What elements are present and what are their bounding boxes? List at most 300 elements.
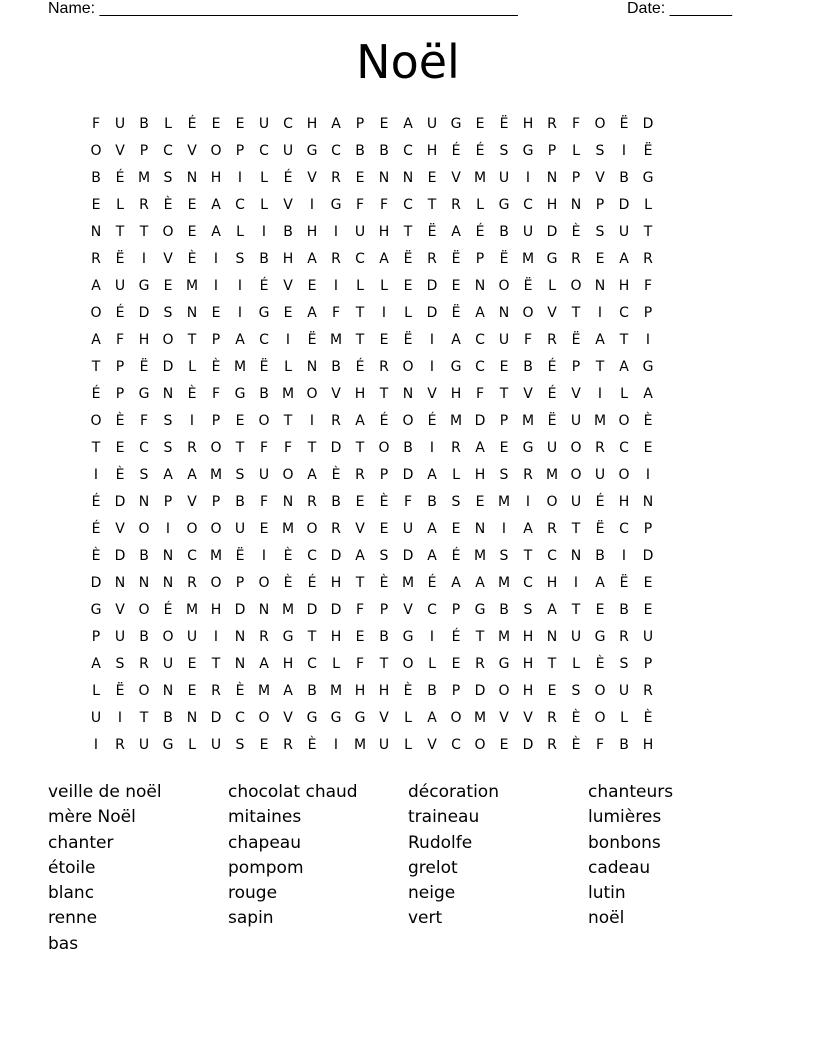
grid-cell[interactable]: F xyxy=(355,656,365,672)
grid-cell[interactable]: M xyxy=(209,548,223,564)
grid-cell[interactable]: U xyxy=(282,143,294,159)
grid-cell[interactable]: C xyxy=(235,710,245,726)
grid-cell[interactable]: I xyxy=(429,629,435,645)
grid-cell[interactable]: A xyxy=(283,683,293,699)
grid-cell[interactable]: M xyxy=(329,332,343,348)
grid-cell[interactable]: C xyxy=(283,116,293,132)
grid-cell[interactable]: U xyxy=(402,521,414,537)
grid-cell[interactable]: P xyxy=(235,143,245,159)
grid-cell[interactable]: D xyxy=(426,305,438,321)
grid-cell[interactable]: T xyxy=(571,602,581,618)
grid-cell[interactable]: M xyxy=(353,737,367,753)
grid-cell[interactable]: A xyxy=(595,332,605,348)
grid-cell[interactable]: R xyxy=(379,359,389,375)
grid-cell[interactable]: M xyxy=(209,467,223,483)
grid-cell[interactable]: S xyxy=(499,467,509,483)
grid-cell[interactable]: F xyxy=(355,197,365,213)
grid-cell[interactable]: C xyxy=(475,332,485,348)
grid-cell[interactable]: I xyxy=(429,332,435,348)
grid-cell[interactable]: R xyxy=(307,494,317,510)
grid-cell[interactable]: D xyxy=(474,683,486,699)
grid-cell[interactable]: S xyxy=(499,548,509,564)
grid-cell[interactable]: E xyxy=(355,494,365,510)
grid-cell[interactable]: L xyxy=(572,143,580,159)
grid-cell[interactable]: H xyxy=(210,170,222,186)
grid-cell[interactable]: V xyxy=(571,386,581,402)
grid-cell[interactable]: Ë xyxy=(259,359,269,375)
grid-cell[interactable]: A xyxy=(523,521,533,537)
grid-cell[interactable]: V xyxy=(115,602,125,618)
grid-cell[interactable]: É xyxy=(163,602,173,618)
grid-cell[interactable]: M xyxy=(473,548,487,564)
grid-cell[interactable]: O xyxy=(378,440,390,456)
grid-cell[interactable]: G xyxy=(138,278,150,294)
grid-cell[interactable]: B xyxy=(259,386,269,402)
grid-cell[interactable]: G xyxy=(306,143,318,159)
grid-cell[interactable]: M xyxy=(137,170,151,186)
grid-cell[interactable]: Ë xyxy=(619,575,629,591)
grid-cell[interactable]: A xyxy=(211,224,221,240)
grid-cell[interactable]: D xyxy=(474,413,486,429)
grid-cell[interactable]: D xyxy=(642,548,654,564)
grid-cell[interactable]: M xyxy=(185,602,199,618)
grid-cell[interactable]: H xyxy=(330,575,342,591)
grid-cell[interactable]: I xyxy=(261,224,267,240)
grid-cell[interactable]: F xyxy=(283,440,293,456)
grid-cell[interactable]: N xyxy=(546,170,558,186)
grid-cell[interactable]: T xyxy=(355,440,365,456)
grid-cell[interactable]: O xyxy=(210,521,222,537)
grid-cell[interactable]: O xyxy=(402,656,414,672)
grid-cell[interactable]: N xyxy=(114,575,126,591)
grid-cell[interactable]: P xyxy=(595,197,605,213)
grid-cell[interactable]: E xyxy=(427,170,437,186)
grid-cell[interactable]: Ë xyxy=(427,224,437,240)
grid-cell[interactable]: H xyxy=(306,224,318,240)
grid-cell[interactable]: L xyxy=(188,359,196,375)
grid-cell[interactable]: B xyxy=(499,224,509,240)
grid-cell[interactable]: F xyxy=(331,305,341,321)
grid-cell[interactable]: M xyxy=(281,386,295,402)
grid-cell[interactable]: N xyxy=(162,575,174,591)
grid-cell[interactable]: S xyxy=(499,143,509,159)
grid-cell[interactable]: P xyxy=(571,359,581,375)
grid-cell[interactable]: F xyxy=(643,278,653,294)
grid-cell[interactable]: É xyxy=(115,305,125,321)
grid-cell[interactable]: H xyxy=(546,197,558,213)
grid-cell[interactable]: U xyxy=(354,224,366,240)
grid-cell[interactable]: P xyxy=(475,251,485,267)
grid-cell[interactable]: B xyxy=(595,548,605,564)
grid-cell[interactable]: D xyxy=(90,575,102,591)
grid-cell[interactable]: Ë xyxy=(499,116,509,132)
grid-cell[interactable]: O xyxy=(90,143,102,159)
grid-cell[interactable]: R xyxy=(211,683,221,699)
grid-cell[interactable]: N xyxy=(594,278,606,294)
grid-cell[interactable]: S xyxy=(451,494,461,510)
grid-cell[interactable]: T xyxy=(91,359,101,375)
grid-cell[interactable]: R xyxy=(547,116,557,132)
grid-cell[interactable]: E xyxy=(499,737,509,753)
grid-cell[interactable]: Ë xyxy=(307,332,317,348)
grid-cell[interactable]: E xyxy=(475,494,485,510)
grid-cell[interactable]: C xyxy=(403,143,413,159)
grid-cell[interactable]: P xyxy=(643,521,653,537)
grid-cell[interactable]: Ë xyxy=(499,251,509,267)
grid-cell[interactable]: È xyxy=(283,548,293,564)
grid-cell[interactable]: D xyxy=(114,494,126,510)
grid-cell[interactable]: T xyxy=(547,656,557,672)
grid-cell[interactable]: A xyxy=(475,440,485,456)
grid-cell[interactable]: D xyxy=(426,278,438,294)
grid-cell[interactable]: C xyxy=(547,548,557,564)
grid-cell[interactable]: S xyxy=(523,602,533,618)
grid-cell[interactable]: O xyxy=(570,440,582,456)
grid-cell[interactable]: O xyxy=(450,710,462,726)
grid-cell[interactable]: T xyxy=(139,224,149,240)
grid-cell[interactable]: I xyxy=(333,278,339,294)
grid-cell[interactable]: T xyxy=(283,413,293,429)
grid-cell[interactable]: R xyxy=(475,656,485,672)
grid-cell[interactable]: S xyxy=(571,683,581,699)
grid-cell[interactable]: H xyxy=(306,116,318,132)
grid-cell[interactable]: B xyxy=(283,224,293,240)
grid-cell[interactable]: U xyxy=(618,683,630,699)
name-field[interactable]: Name: _______________________________________________ xyxy=(48,0,518,17)
grid-cell[interactable]: H xyxy=(642,737,654,753)
grid-cell[interactable]: T xyxy=(115,224,125,240)
grid-cell[interactable]: U xyxy=(114,629,126,645)
grid-cell[interactable]: P xyxy=(643,305,653,321)
grid-cell[interactable]: E xyxy=(547,683,557,699)
grid-cell[interactable]: R xyxy=(187,440,197,456)
grid-cell[interactable]: C xyxy=(355,251,365,267)
grid-cell[interactable]: T xyxy=(379,656,389,672)
grid-cell[interactable]: U xyxy=(378,737,390,753)
grid-cell[interactable]: R xyxy=(451,440,461,456)
grid-cell[interactable]: R xyxy=(355,467,365,483)
grid-cell[interactable]: P xyxy=(115,359,125,375)
grid-cell[interactable]: B xyxy=(355,143,365,159)
grid-cell[interactable]: L xyxy=(452,467,460,483)
grid-cell[interactable]: U xyxy=(570,413,582,429)
grid-cell[interactable]: O xyxy=(618,467,630,483)
grid-cell[interactable]: I xyxy=(573,575,579,591)
grid-cell[interactable]: H xyxy=(522,656,534,672)
grid-cell[interactable]: T xyxy=(523,548,533,564)
grid-cell[interactable]: U xyxy=(570,629,582,645)
grid-cell[interactable]: T xyxy=(571,521,581,537)
grid-cell[interactable]: D xyxy=(330,602,342,618)
grid-cell[interactable]: I xyxy=(93,467,99,483)
grid-cell[interactable]: N xyxy=(162,386,174,402)
grid-cell[interactable]: P xyxy=(211,332,221,348)
grid-cell[interactable]: C xyxy=(331,143,341,159)
grid-cell[interactable]: V xyxy=(379,710,389,726)
grid-cell[interactable]: I xyxy=(621,548,627,564)
grid-cell[interactable]: G xyxy=(330,197,342,213)
grid-cell[interactable]: D xyxy=(306,602,318,618)
grid-cell[interactable]: C xyxy=(235,197,245,213)
grid-cell[interactable]: B xyxy=(139,116,149,132)
grid-cell[interactable]: O xyxy=(210,143,222,159)
grid-cell[interactable]: È xyxy=(187,251,197,267)
grid-cell[interactable]: C xyxy=(619,305,629,321)
grid-cell[interactable]: H xyxy=(546,575,558,591)
grid-cell[interactable]: B xyxy=(523,359,533,375)
grid-cell[interactable]: V xyxy=(187,143,197,159)
grid-cell[interactable]: É xyxy=(475,143,485,159)
grid-cell[interactable]: F xyxy=(379,197,389,213)
grid-cell[interactable]: S xyxy=(235,467,245,483)
grid-cell[interactable]: N xyxy=(234,629,246,645)
grid-cell[interactable]: C xyxy=(307,548,317,564)
grid-cell[interactable]: Ë xyxy=(571,332,581,348)
grid-cell[interactable]: I xyxy=(309,197,315,213)
grid-cell[interactable]: É xyxy=(307,575,317,591)
grid-cell[interactable]: E xyxy=(259,737,269,753)
grid-cell[interactable]: E xyxy=(187,224,197,240)
grid-cell[interactable]: I xyxy=(237,170,243,186)
grid-cell[interactable]: I xyxy=(381,305,387,321)
grid-cell[interactable]: B xyxy=(403,440,413,456)
grid-cell[interactable]: A xyxy=(379,251,389,267)
grid-cell[interactable]: C xyxy=(619,521,629,537)
grid-cell[interactable]: H xyxy=(354,683,366,699)
grid-cell[interactable]: M xyxy=(521,413,535,429)
grid-cell[interactable]: Ë xyxy=(523,278,533,294)
grid-cell[interactable]: È xyxy=(379,494,389,510)
grid-cell[interactable]: H xyxy=(282,656,294,672)
grid-cell[interactable]: G xyxy=(474,602,486,618)
grid-cell[interactable]: O xyxy=(90,413,102,429)
grid-cell[interactable]: H xyxy=(354,386,366,402)
grid-cell[interactable]: È xyxy=(91,548,101,564)
grid-cell[interactable]: N xyxy=(162,683,174,699)
grid-cell[interactable]: B xyxy=(331,359,341,375)
grid-cell[interactable]: A xyxy=(451,575,461,591)
grid-cell[interactable]: É xyxy=(379,413,389,429)
grid-cell[interactable]: Ë xyxy=(403,332,413,348)
grid-cell[interactable]: L xyxy=(428,656,436,672)
grid-cell[interactable]: R xyxy=(139,656,149,672)
grid-cell[interactable]: G xyxy=(498,656,510,672)
grid-cell[interactable]: L xyxy=(116,197,124,213)
date-field[interactable]: Date: _______ xyxy=(627,0,732,17)
grid-cell[interactable]: F xyxy=(115,332,125,348)
grid-cell[interactable]: R xyxy=(331,521,341,537)
grid-cell[interactable]: E xyxy=(211,116,221,132)
grid-cell[interactable]: N xyxy=(282,494,294,510)
grid-cell[interactable]: G xyxy=(642,170,654,186)
grid-cell[interactable]: I xyxy=(501,521,507,537)
grid-cell[interactable]: È xyxy=(379,575,389,591)
grid-cell[interactable]: P xyxy=(379,467,389,483)
grid-cell[interactable]: Ë xyxy=(115,251,125,267)
grid-cell[interactable]: H xyxy=(210,602,222,618)
grid-cell[interactable]: A xyxy=(259,656,269,672)
grid-cell[interactable]: Ë xyxy=(139,359,149,375)
grid-cell[interactable]: E xyxy=(187,656,197,672)
grid-cell[interactable]: R xyxy=(331,170,341,186)
grid-cell[interactable]: B xyxy=(427,494,437,510)
grid-cell[interactable]: V xyxy=(283,197,293,213)
grid-cell[interactable]: A xyxy=(91,332,101,348)
grid-cell[interactable]: G xyxy=(138,386,150,402)
grid-cell[interactable]: Ë xyxy=(619,116,629,132)
grid-cell[interactable]: F xyxy=(211,386,221,402)
grid-cell[interactable]: R xyxy=(643,251,653,267)
grid-cell[interactable]: I xyxy=(645,467,651,483)
grid-cell[interactable]: A xyxy=(331,116,341,132)
grid-cell[interactable]: È xyxy=(115,413,125,429)
grid-cell[interactable]: M xyxy=(185,278,199,294)
grid-cell[interactable]: I xyxy=(309,413,315,429)
grid-cell[interactable]: T xyxy=(571,305,581,321)
grid-cell[interactable]: B xyxy=(499,602,509,618)
grid-cell[interactable]: G xyxy=(402,629,414,645)
grid-cell[interactable]: É xyxy=(547,359,557,375)
grid-cell[interactable]: Ë xyxy=(547,413,557,429)
grid-cell[interactable]: È xyxy=(211,359,221,375)
grid-cell[interactable]: E xyxy=(211,305,221,321)
grid-cell[interactable]: M xyxy=(473,710,487,726)
grid-cell[interactable]: A xyxy=(451,332,461,348)
grid-cell[interactable]: C xyxy=(187,548,197,564)
grid-cell[interactable]: U xyxy=(498,170,510,186)
grid-cell[interactable]: V xyxy=(331,386,341,402)
grid-cell[interactable]: N xyxy=(138,494,150,510)
grid-cell[interactable]: Ë xyxy=(451,251,461,267)
grid-cell[interactable]: É xyxy=(355,359,365,375)
grid-cell[interactable]: B xyxy=(139,629,149,645)
grid-cell[interactable]: E xyxy=(643,602,653,618)
grid-cell[interactable]: L xyxy=(404,737,412,753)
grid-cell[interactable]: U xyxy=(234,521,246,537)
grid-cell[interactable]: V xyxy=(115,521,125,537)
grid-cell[interactable]: G xyxy=(594,629,606,645)
grid-cell[interactable]: L xyxy=(332,656,340,672)
grid-cell[interactable]: R xyxy=(523,467,533,483)
grid-cell[interactable]: S xyxy=(235,737,245,753)
grid-cell[interactable]: V xyxy=(283,278,293,294)
grid-cell[interactable]: S xyxy=(379,548,389,564)
grid-cell[interactable]: É xyxy=(451,548,461,564)
grid-cell[interactable]: R xyxy=(547,737,557,753)
grid-cell[interactable]: T xyxy=(643,224,653,240)
grid-cell[interactable]: È xyxy=(571,224,581,240)
grid-cell[interactable]: A xyxy=(307,251,317,267)
grid-cell[interactable]: V xyxy=(187,494,197,510)
grid-cell[interactable]: P xyxy=(451,683,461,699)
grid-cell[interactable]: O xyxy=(162,224,174,240)
grid-cell[interactable]: L xyxy=(548,278,556,294)
grid-cell[interactable]: G xyxy=(330,710,342,726)
grid-cell[interactable]: N xyxy=(234,656,246,672)
grid-cell[interactable]: S xyxy=(595,143,605,159)
grid-cell[interactable]: É xyxy=(451,143,461,159)
grid-cell[interactable]: M xyxy=(329,683,343,699)
grid-cell[interactable]: O xyxy=(138,602,150,618)
grid-cell[interactable]: N xyxy=(546,629,558,645)
grid-cell[interactable]: S xyxy=(163,170,173,186)
grid-cell[interactable]: D xyxy=(330,548,342,564)
grid-cell[interactable]: P xyxy=(115,386,125,402)
grid-cell[interactable]: L xyxy=(380,278,388,294)
grid-cell[interactable]: T xyxy=(91,440,101,456)
grid-cell[interactable]: É xyxy=(427,413,437,429)
grid-cell[interactable]: C xyxy=(523,197,533,213)
grid-cell[interactable]: E xyxy=(355,170,365,186)
grid-cell[interactable]: L xyxy=(620,710,628,726)
grid-cell[interactable]: E xyxy=(259,521,269,537)
grid-cell[interactable]: P xyxy=(163,494,173,510)
grid-cell[interactable]: U xyxy=(498,332,510,348)
grid-cell[interactable]: P xyxy=(235,575,245,591)
grid-cell[interactable]: A xyxy=(427,548,437,564)
grid-cell[interactable]: T xyxy=(307,629,317,645)
grid-cell[interactable]: I xyxy=(165,521,171,537)
grid-cell[interactable]: U xyxy=(522,224,534,240)
grid-cell[interactable]: P xyxy=(211,413,221,429)
grid-cell[interactable]: H xyxy=(450,386,462,402)
grid-cell[interactable]: E xyxy=(499,440,509,456)
grid-cell[interactable]: R xyxy=(451,197,461,213)
grid-cell[interactable]: A xyxy=(211,197,221,213)
grid-cell[interactable]: L xyxy=(92,683,100,699)
grid-cell[interactable]: L xyxy=(188,737,196,753)
grid-cell[interactable]: R xyxy=(547,710,557,726)
grid-cell[interactable]: O xyxy=(546,494,558,510)
grid-cell[interactable]: È xyxy=(643,710,653,726)
grid-cell[interactable]: I xyxy=(429,359,435,375)
grid-cell[interactable]: E xyxy=(235,116,245,132)
grid-cell[interactable]: Ë xyxy=(451,305,461,321)
grid-cell[interactable]: T xyxy=(427,197,437,213)
grid-cell[interactable]: E xyxy=(187,683,197,699)
grid-cell[interactable]: C xyxy=(427,602,437,618)
grid-cell[interactable]: D xyxy=(234,602,246,618)
grid-cell[interactable]: E xyxy=(91,197,101,213)
grid-cell[interactable]: N xyxy=(570,548,582,564)
grid-cell[interactable]: U xyxy=(162,656,174,672)
grid-cell[interactable]: R xyxy=(331,413,341,429)
grid-cell[interactable]: H xyxy=(522,683,534,699)
grid-cell[interactable]: É xyxy=(547,386,557,402)
grid-cell[interactable]: R xyxy=(91,251,101,267)
grid-cell[interactable]: A xyxy=(163,467,173,483)
grid-cell[interactable]: M xyxy=(281,521,295,537)
grid-cell[interactable]: É xyxy=(91,521,101,537)
grid-cell[interactable]: T xyxy=(619,332,629,348)
grid-cell[interactable]: T xyxy=(187,332,197,348)
grid-cell[interactable]: M xyxy=(449,413,463,429)
grid-cell[interactable]: A xyxy=(475,305,485,321)
grid-cell[interactable]: H xyxy=(378,683,390,699)
grid-cell[interactable]: O xyxy=(474,737,486,753)
grid-cell[interactable]: G xyxy=(354,710,366,726)
grid-cell[interactable]: U xyxy=(210,737,222,753)
grid-cell[interactable]: T xyxy=(235,440,245,456)
grid-cell[interactable]: I xyxy=(285,332,291,348)
grid-cell[interactable]: M xyxy=(257,683,271,699)
grid-cell[interactable]: O xyxy=(138,521,150,537)
grid-cell[interactable]: H xyxy=(618,494,630,510)
grid-cell[interactable]: L xyxy=(164,116,172,132)
grid-cell[interactable]: V xyxy=(499,710,509,726)
grid-cell[interactable]: N xyxy=(402,170,414,186)
grid-cell[interactable]: È xyxy=(403,683,413,699)
